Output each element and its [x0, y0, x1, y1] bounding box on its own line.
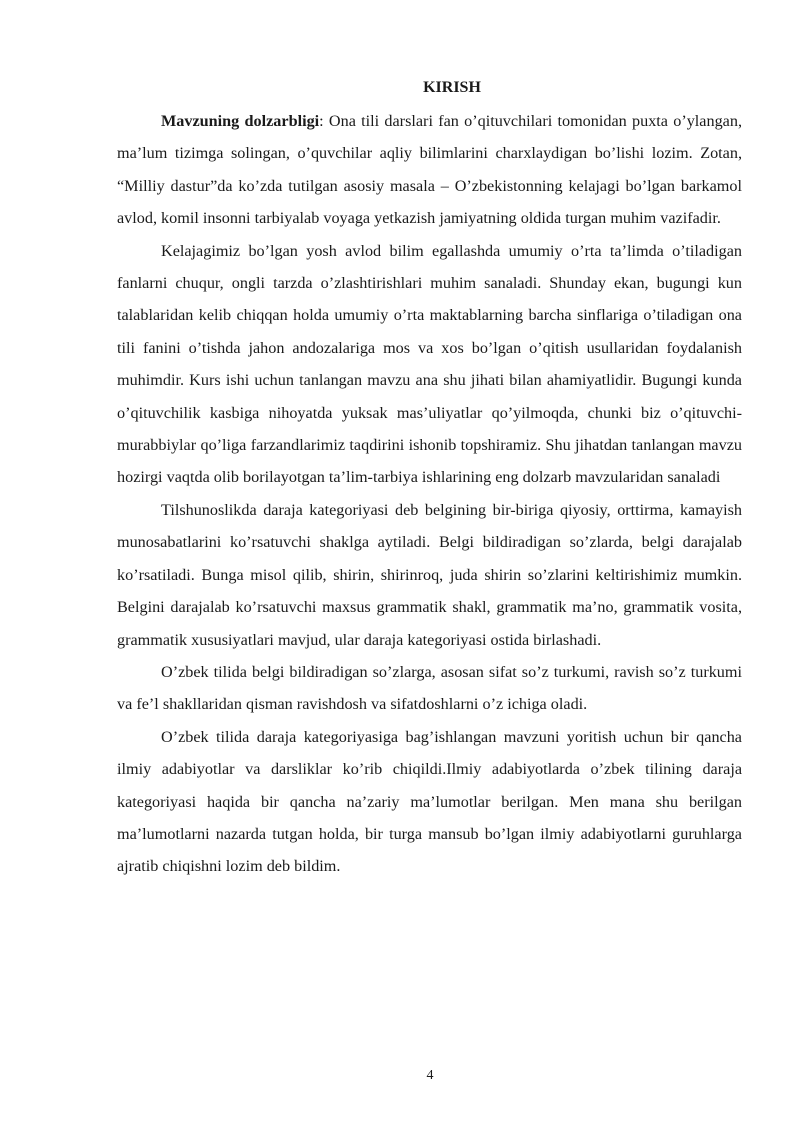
page-number: 4 — [426, 1068, 434, 1083]
paragraph-text: Tilshunoslikda daraja kategoriyasi deb belgining bir-biriga qiyosiy, orttirma, kamayish munosabatlarini ko’rsatuvchi shaklga aytiladi. Belgi bildiradigan so’zlarda, belgi darajalab ko’rsatiladi. Bunga misol qilib, shirin, shirinroq, juda shirin so’zlarini keltirishimiz mumkin. Belgini darajalab ko’rsatuvchi maxsus grammatik shakl, grammatik ma’no, grammatik vosita, grammatik xususiyatlari mavjud, ular daraja kategoriyasi ostida birlashadi. — [117, 500, 742, 649]
paragraph-text: Kelajagimiz bo’lgan yosh avlod bilim egallashda umumiy o’rta ta’limda o’tiladigan fanlarni chuqur, ongli tarzda o’zlashtirishlari muhim sanaladi. Shunday ekan, bugungi kun talablaridan kelib chiqqan holda umumiy o’rta maktablarning barcha sinflariga o’tiladigan ona tili fanini o’tishda jahon andozalariga mos va xos bo’lgan o’qitish usullaridan foydalanish muhimdir. Kurs ishi uchun tanlangan mavzu ana shu jihati bilan ahamiyatlidir. Bugungi kunda o’qituvchilik kasbiga nihoyatda yuksak mas’uliyatlar qo’yilmoqda, chunki biz o’qituvchi-murabbiylar qo’liga farzandlarimiz taqdirini ishonib topshiramiz. Shu jihatdan tanlangan mavzu hozirgi vaqtda olib borilayotgan ta’lim-tarbiya ishlarining eng dolzarb mavzularidan sanaladi — [117, 241, 742, 487]
paragraph-degree-category — [117, 494, 742, 656]
paragraph-lead: Mavzuning dolzarbligi — [161, 112, 320, 130]
paragraph-word-classes — [117, 656, 742, 721]
section-title: KIRISH — [423, 79, 481, 96]
paragraph-text: O’zbek tilida daraja kategoriyasiga bag’ishlangan mavzuni yoritish uchun bir qancha ilmiy adabiyotlar va darsliklar ko’rib chiqildi.Ilmiy adabiyotlarda o’zbek tilining daraja kategoriyasi haqida bir qancha na’zariy ma’lumotlar berilgan. Men mana shu berilgan ma’lumotlarni nazarda tutgan holda, bir turga mansub bo’lgan ilmiy adabiyotlarni guruhlarga ajratib chiqishni lozim deb bildim. — [117, 727, 742, 876]
paragraph-literature — [117, 721, 742, 883]
paragraph-relevance — [117, 105, 742, 235]
paragraph-text: O’zbek tilida belgi bildiradigan so’zlarga, asosan sifat so’z turkumi, ravish so’z turkumi va fe’l shakllaridan qisman ravishdosh va sifatdoshlarni o’z ichiga oladi. — [117, 662, 742, 714]
page-content — [117, 78, 742, 883]
paragraph-text: : Ona tili darslari fan o’qituvchilari tomonidan puxta o’ylangan, ma’lum tizimga solingan, o’quvchilar aqliy bilimlarini charxlaydigan bo’lishi lozim. Zotan, “Milliy dastur”da ko’zda tutilgan asosiy masala – O’zbekistonning kelajagi bo’lgan barkamol avlod, komil insonni tarbiyalab voyaga yetkazish jamiyatning oldida turgan muhim vazifadir. — [117, 112, 743, 228]
paragraph-future-generation — [117, 235, 742, 494]
